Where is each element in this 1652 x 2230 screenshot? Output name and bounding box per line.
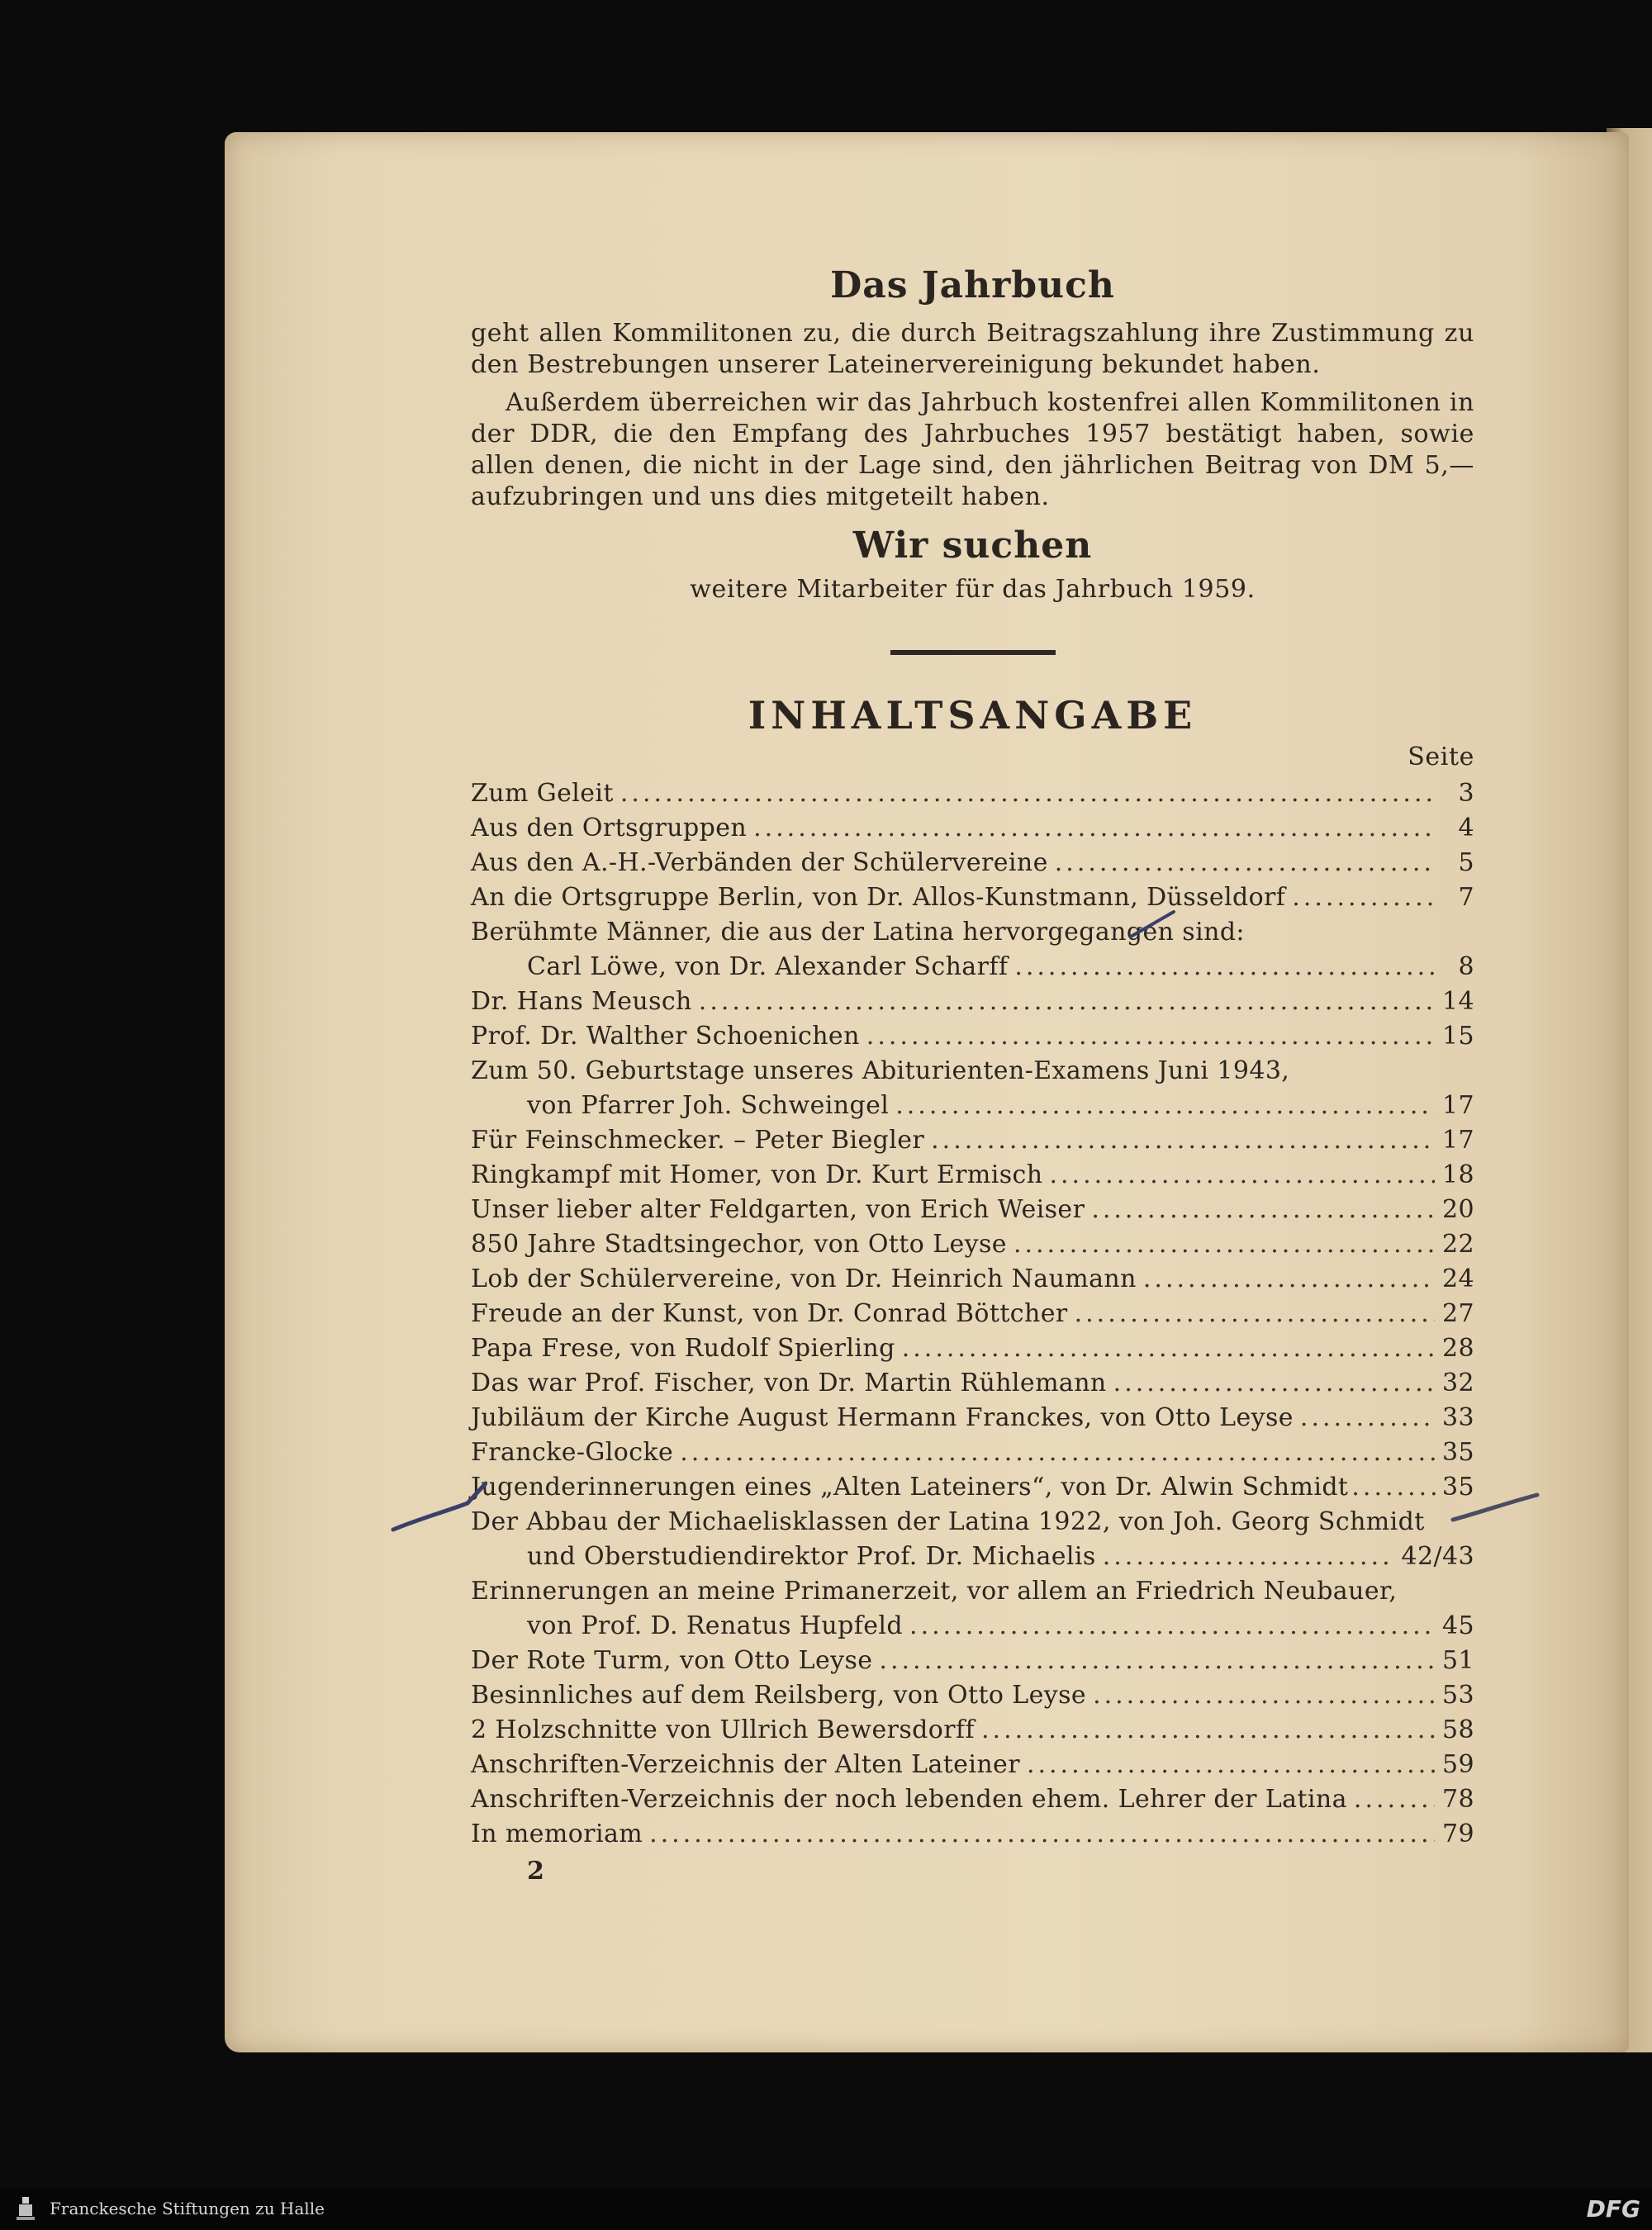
toc-entry: Ringkampf mit Homer, von Dr. Kurt Ermisch ..... 18 [471,1158,1474,1193]
toc-entry: Prof. Dr. Walther Schoenichen ..... 15 [471,1019,1474,1054]
toc-entry: und Oberstudiendirektor Prof. Dr. Michaelis ..... 42/43 [471,1540,1474,1574]
paragraph-intro: geht allen Kommilitonen zu, die durch Beitragszahlung ihre Zustimmung zu den Bestrebungen unserer Lateinervereinigung bekundet haben. [471,319,1474,379]
heading-das-jahrbuch: Das Jahrbuch [830,264,1115,306]
toc-entry: Jubiläum der Kirche August Hermann Franckes, von Otto Leyse ..... 33 [471,1401,1474,1435]
toc-entry: Carl Löwe, von Dr. Alexander Scharff ..... 8 [471,950,1474,985]
toc-entry: Unser lieber alter Feldgarten, von Erich Weiser ..... 20 [471,1193,1474,1227]
toc-entry: An die Ortsgruppe Berlin, von Dr. Allos-Kunstmann, Düsseldorf ..... 7 [471,880,1474,915]
toc-entry: Der Rote Turm, von Otto Leyse ..... 51 [471,1644,1474,1678]
toc-entry: Erinnerungen an meine Primanerzeit, vor allem an Friedrich Neubauer, [471,1577,1398,1606]
divider-rule [890,650,1056,655]
heading-inhaltsangabe: INHALTSANGABE [748,693,1198,738]
toc-entry: Jugenderinnerungen eines „Alten Lateiners“, von Dr. Alwin Schmidt ..... 35 [471,1470,1474,1505]
toc-entry: Der Abbau der Michaelisklassen der Latina 1922, von Joh. Georg Schmidt [471,1507,1425,1536]
footer-bar [0,2189,1652,2230]
toc-entry: Zum 50. Geburtstage unseres Abiturienten-Examens Juni 1943, [471,1056,1290,1085]
toc-entry: von Prof. D. Renatus Hupfeld ..... 45 [471,1609,1474,1644]
toc-entry: In memoriam ..... 79 [471,1817,1474,1852]
toc-entry: Aus den A.-H.-Verbänden der Schülervereine ..... 5 [471,846,1474,880]
toc-entry: Papa Frese, von Rudolf Spierling ..... 28 [471,1331,1474,1366]
pencil-mark-icon [1127,909,1177,942]
toc-entry: Dr. Hans Meusch ..... 14 [471,985,1474,1019]
mitarbeiter-line: weitere Mitarbeiter für das Jahrbuch 1959. [690,575,1256,604]
paragraph-ddr: Außerdem überreichen wir das Jahrbuch kostenfrei allen Kommilitonen in der DDR, die den Empfang des Jahrbuches 1957 bestätigt haben, sowie allen denen, die nicht in der Lage sind, den jährlichen Beitrag von DM 5,— aufzubringen und uns dies mitgeteilt haben. [471,388,1474,511]
toc-entry: Für Feinschmecker. – Peter Biegler ..... 17 [471,1123,1474,1158]
toc-entry: Anschriften-Verzeichnis der noch lebenden ehem. Lehrer der Latina ..... 78 [471,1782,1474,1817]
heading-wir-suchen: Wir suchen [852,524,1093,567]
page-number: 2 [527,1857,544,1886]
toc-entry: 2 Holzschnitte von Ullrich Bewersdorff ..... 58 [471,1713,1474,1748]
toc-entry: Aus den Ortsgruppen ..... 4 [471,811,1474,846]
toc-entry: von Pfarrer Joh. Schweingel ..... 17 [471,1089,1474,1123]
dfg-logo: DFG [1586,2195,1640,2223]
table-of-contents [471,776,1474,1852]
page-content [471,264,1474,1886]
institution-name: Franckesche Stiftungen zu Halle [50,2199,325,2218]
toc-entry: Zum Geleit ..... 3 [471,776,1474,811]
toc-entry: Anschriften-Verzeichnis der Alten Lateiner ..... 59 [471,1748,1474,1782]
toc-entry: 850 Jahre Stadtsingechor, von Otto Leyse ..... 22 [471,1227,1474,1262]
pencil-mark-icon [388,1478,487,1536]
seite-label: Seite [1408,743,1474,771]
toc-entry: Francke-Glocke ..... 35 [471,1435,1474,1470]
pencil-mark-icon [1450,1487,1540,1528]
toc-entry: Besinnliches auf dem Reilsberg, von Otto Leyse ..... 53 [471,1678,1474,1713]
toc-entry: Das war Prof. Fischer, von Dr. Martin Rühlemann ..... 32 [471,1366,1474,1401]
toc-entry: Freude an der Kunst, von Dr. Conrad Böttcher ..... 27 [471,1297,1474,1331]
toc-entry: Berühmte Männer, die aus der Latina hervorgegangen sind: [471,918,1245,947]
franckesche-logo-icon [15,2195,36,2223]
toc-entry: Lob der Schülervereine, von Dr. Heinrich Naumann ..... 24 [471,1262,1474,1297]
